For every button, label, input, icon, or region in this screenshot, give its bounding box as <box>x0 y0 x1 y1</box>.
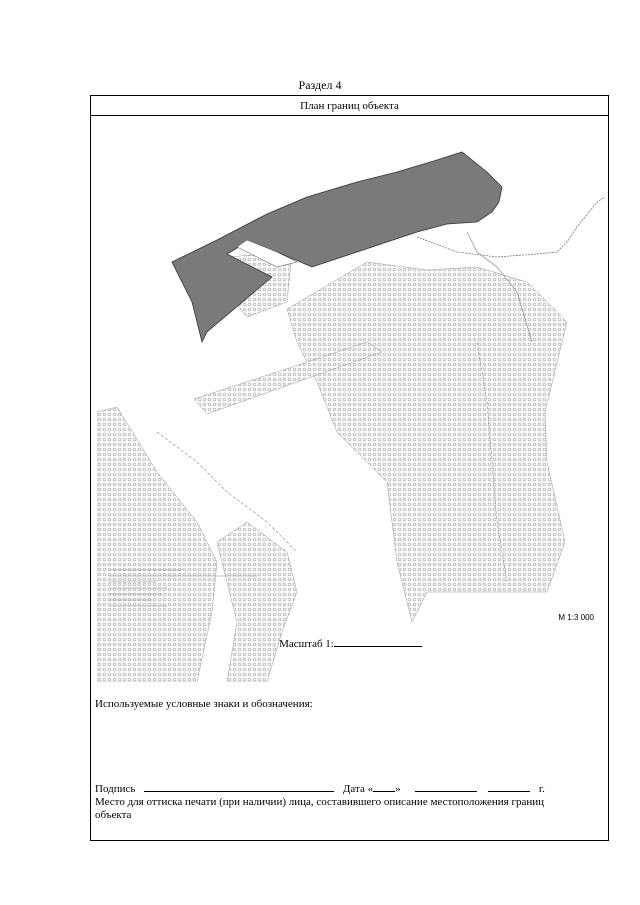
map-scale-stamp: М 1:3 000 <box>558 613 594 622</box>
scale-label: Масштаб 1: <box>279 638 334 650</box>
signature-line <box>95 783 545 795</box>
scale-field <box>91 638 610 650</box>
signature-blank[interactable] <box>144 791 334 792</box>
date-day-blank[interactable] <box>373 791 395 792</box>
date-label: Дата « <box>342 783 374 795</box>
stamp-place-text: Место для оттиска печати (при наличии) лица, составившего описание местоположения границ объекта <box>95 796 545 821</box>
boundary-map <box>97 142 605 682</box>
hatched-parcel-middle <box>217 522 297 682</box>
legend-label: Используемые условные знаки и обозначения: <box>95 698 313 710</box>
year-suffix: г. <box>538 783 545 795</box>
plan-header: План границ объекта <box>91 96 608 116</box>
scale-blank[interactable] <box>334 646 422 647</box>
date-close: » <box>395 783 401 795</box>
date-year-blank[interactable] <box>488 791 530 792</box>
hatched-parcel-east <box>287 262 567 622</box>
plan-frame <box>90 95 609 841</box>
signature-label: Подпись <box>95 783 136 795</box>
date-month-blank[interactable] <box>415 791 477 792</box>
section-title: Раздел 4 <box>298 78 342 92</box>
